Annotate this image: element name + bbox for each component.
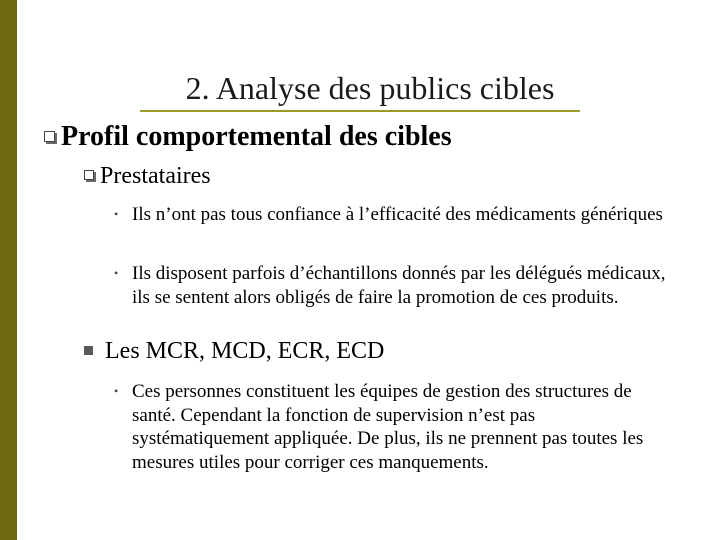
list-item-text: Ces personnes constituent les équipes de gestion des structures de santé. Cependant la fonction de supervision n’est pas systématiquement appliquée. De plus, ils ne prennent pas toutes les mesures utiles pour corriger ces manquements.: [132, 381, 644, 473]
accent-bar: [0, 0, 17, 540]
checkbox-bullet-icon: [84, 170, 94, 180]
list-item-text: Ils n’ont pas tous confiance à l’efficacité des médicaments génériques: [132, 204, 663, 225]
title-divider: [140, 110, 580, 112]
section-prestataires: [84, 163, 211, 190]
heading: [44, 121, 452, 153]
dot-bullet-icon: •: [114, 266, 119, 280]
list-item-text: Ils disposent parfois d’échantillons donnés par les délégués médicaux, ils se sentent alors obligés de faire la promotion de ces produits.: [132, 263, 666, 308]
list-item: [114, 262, 674, 309]
dot-bullet-icon: •: [114, 384, 119, 398]
section-label: Prestataires: [100, 163, 211, 189]
section-label: Les MCR, MCD, ECR, ECD: [105, 338, 385, 364]
dot-bullet-icon: •: [114, 207, 119, 221]
square-bullet-icon: [84, 346, 93, 355]
heading-text: Profil comportemental des cibles: [61, 121, 452, 152]
slide-title: 2. Analyse des publics cibles: [185, 70, 555, 106]
checkbox-bullet-icon: [44, 131, 55, 142]
list-item: [114, 380, 674, 474]
section-mcr: [84, 338, 384, 365]
list-item: [114, 203, 674, 227]
